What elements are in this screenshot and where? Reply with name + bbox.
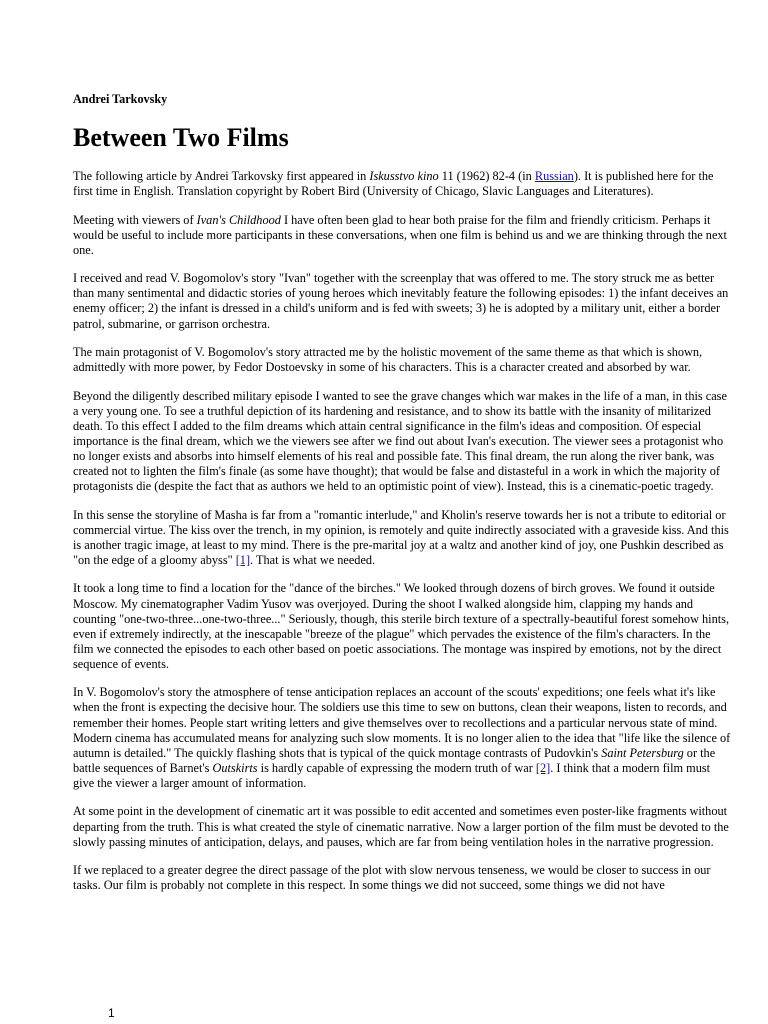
article <box>73 92 733 907</box>
text: In this sense the storyline of Masha is far from a "romantic interlude," and Kholin's reserve towards her is not a tribute to editorial or commercial virtue. The kiss over the trench, in my opinion, is remotely and quite indirectly associated with a graveside kiss. And this is another tragic image, at least to my mind. There is the pre-marital joy at a waltz and another kind of joy, one Pushkin described as "on the edge of a gloomy abyss" <box>73 507 729 567</box>
text: In V. Bogomolov's story the atmosphere of tense anticipation replaces an account of the scouts' expeditions; one feels what it's like when the front is expecting the decisive hour. The soldiers use this time to sew on buttons, clean their weapons, listen to records, and remember their homes. People start writing letters and give themselves over to recollections and a particular nervous state of mind. Modern cinema has accumulated means for analyzing such slow moments. It is no longer alien to the idea that "life like the silence of autumn is detailed." The quickly flashing shots that is typical of the quick montage contrasts of Pudovkin's <box>73 685 731 760</box>
text: Meeting with viewers of <box>73 212 197 227</box>
paragraph-6 <box>73 508 733 568</box>
text: or the battle sequences of Barnet's <box>73 745 716 775</box>
paragraph-intro <box>73 169 733 199</box>
paragraph-9: At some point in the development of cinematic art it was possible to edit accented and sometimes even poster-like fragments without departing from the truth. This is what created the style of cinematic narrative. Now a larger portion of the film must be devoted to the slowly passing minutes of anticipation, delays, and pauses, which are far from being ventilation holes in the narrative progression. <box>73 804 729 849</box>
text: ). It is published here for the first time in English. Translation copyright by Robert Bird (University of Chicago, Slavic Languages and Literatures). <box>73 169 714 199</box>
paragraph-7: It took a long time to find a location for the "dance of the birches." We looked through dozens of birch groves. We found it outside Moscow. My cinematographer Vadim Yusov was overjoyed. During the shoot I walked alongside him, clapping my hands and counting "one-two-three...one-two-three..." Seriously, though, this sterile birch texture of a spectrally-beautiful forest somehow hints, even if extremely indirectly, at the inescapable "breeze of the plague" which pervades the existence of the film's characters. In the film we connected the episodes to each other based on poetic associations. The montage was inspired by emotions, not by the direct sequence of events. <box>73 581 730 671</box>
paragraph-10: If we replaced to a greater degree the direct passage of the plot with slow nervous tenseness, we would be closer to success in our tasks. Our film is probably not complete in this respect. In some things we did not succeed, some things we did not have <box>73 863 711 893</box>
paragraph-2 <box>73 213 733 258</box>
paragraph-5: Beyond the diligently described military episode I wanted to see the grave changes which war makes in the life of a man, in this case a very young one. To see a truthful depiction of its hardening and resistance, and to show its battle with the insanity of militarized death. To this effect I added to the film dreams which attain central significance in the film's ideas and composition. Of especial importance is the final dream, which we the viewers see after we find out about Ivan's execution. The viewer sees a protagonist who no longer exists and absorbs into himself elements of his real and possible fate. This final dream, the run along the river bank, was created not to lighten the film's finale (as some have thought); that would be false and distasteful in a work in which the majority of protagonists die (despite the fact that as authors we held to an optimistic point of view). Instead, this is a cinematic-poetic tragedy. <box>73 388 727 494</box>
text: . That is what we needed. <box>250 552 376 567</box>
paragraph-3: I received and read V. Bogomolov's story "Ivan" together with the screenplay that was offered to me. The story struck me as better than many sentimental and didactic stories of young heroes which inevitably feature the following episodes: 1) the infant deceives an enemy officer; 2) the infant is dressed in a child's uniform and is fed with sweets; 3) he is adopted by a military unit, either a border patrol, submarine, or garrison orchestra. <box>73 271 729 331</box>
page-title: Between Two Films <box>73 123 289 152</box>
author-name: Andrei Tarkovsky <box>73 92 168 106</box>
text: is hardly capable of expressing the modern truth of war <box>257 760 536 775</box>
text: The following article by Andrei Tarkovsky first appeared in <box>73 169 370 183</box>
paragraph-4: The main protagonist of V. Bogomolov's story attracted me by the holistic movement of the same theme as that which is shown, admittedly with more power, by Fedor Dostoevsky in some of his characters. This is a character created and absorbed by war. <box>73 345 703 375</box>
russian-link[interactable]: Russian <box>534 169 574 183</box>
journal-title: Iskusstvo kino <box>369 169 439 183</box>
film-title: Ivan's Childhood <box>196 212 281 227</box>
text: I have often been glad to hear both praise for the film and friendly criticism. Perhaps it would be useful to include more participants in these conversations, when one film is behind us and we are thinking through the next one. <box>73 212 727 257</box>
text: 11 (1962) 82-4 (in <box>438 169 535 183</box>
page-number: 1 <box>108 1006 115 1020</box>
text: . I think that a modern film must give the viewer a larger amount of information. <box>73 760 711 790</box>
film-title: Outskirts <box>212 760 258 775</box>
film-title: Saint Petersburg <box>601 745 684 760</box>
paragraph-8 <box>73 685 733 791</box>
footnote-link-2[interactable]: [2] <box>535 760 551 775</box>
footnote-link-1[interactable]: [1] <box>235 552 251 567</box>
